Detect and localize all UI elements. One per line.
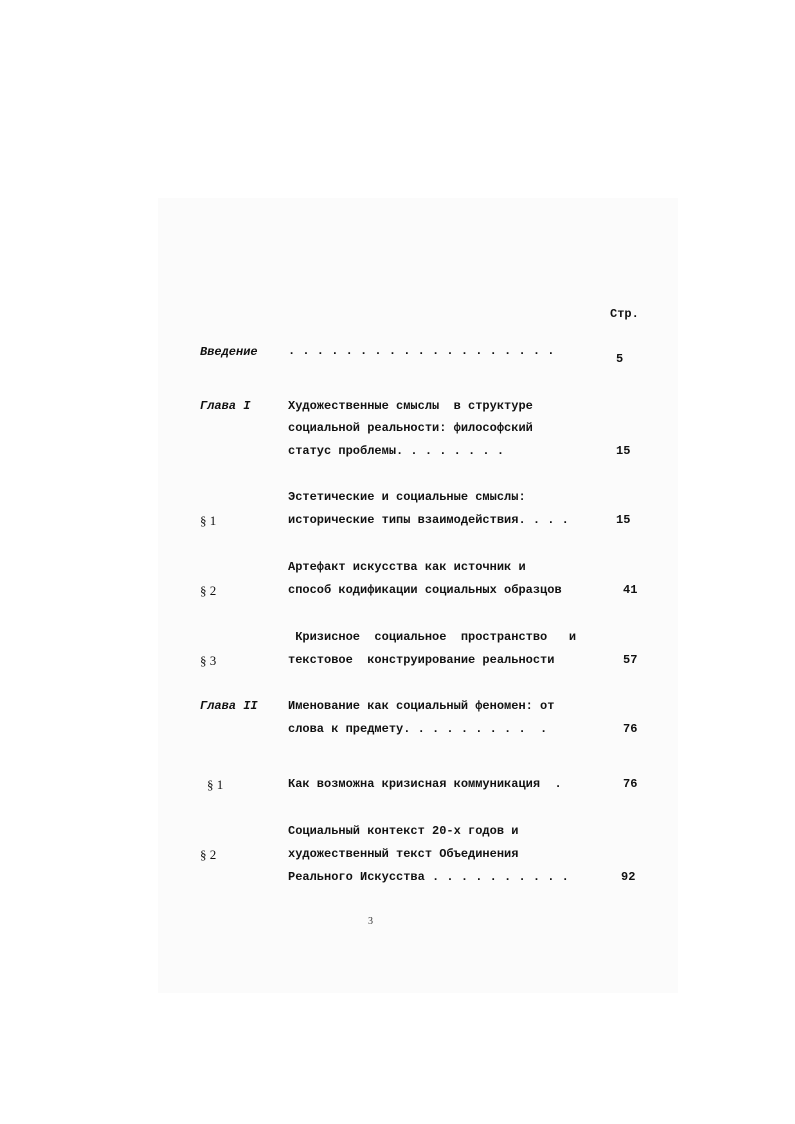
toc-title-line: слова к предмету. . . . . . . . . . xyxy=(288,722,548,736)
toc-label-section: § 2 xyxy=(200,847,217,862)
toc-title-line: социальной реальности: философский xyxy=(288,421,533,435)
toc-page-section: 15 xyxy=(616,513,631,527)
toc-page-chapter-2: 76 xyxy=(623,722,638,736)
toc-label-intro: Введение xyxy=(200,345,258,359)
toc-title-line: Именование как социальный феномен: от xyxy=(288,699,555,713)
toc-title-line: способ кодификации социальных образцов xyxy=(288,583,562,597)
toc-page-intro: 5 xyxy=(616,352,624,366)
toc-label-chapter-1: Глава I xyxy=(200,399,251,413)
toc-page-section: 76 xyxy=(623,777,638,791)
toc-page-section: 92 xyxy=(621,870,636,884)
toc-label-section: § 1 xyxy=(207,777,224,792)
toc-title-line: Художественные смыслы в структуре xyxy=(288,399,533,413)
page-number: 3 xyxy=(368,916,373,927)
toc-page-section: 41 xyxy=(623,583,638,597)
toc-title-line: Артефакт искусства как источник и xyxy=(288,560,526,574)
toc-label-section: § 3 xyxy=(200,653,217,668)
toc-dots-intro: . . . . . . . . . . . . . . . . . . . xyxy=(288,344,555,358)
toc-title-line: текстовое конструирование реальности xyxy=(288,653,555,667)
toc-title-line: статус проблемы. . . . . . . . xyxy=(288,444,505,458)
toc-label-section: § 1 xyxy=(200,513,217,528)
toc-title-line: художественный текст Объединения xyxy=(288,847,519,861)
toc-title-line: Кризисное социальное пространство и xyxy=(288,630,577,644)
toc-title-line: Как возможна кризисная коммуникация . xyxy=(288,777,562,791)
toc-title-line: исторические типы взаимодействия. . . . xyxy=(288,513,569,527)
toc-title-line: Социальный контекст 20-х годов и xyxy=(288,824,519,838)
toc-label-chapter-2: Глава II xyxy=(200,699,258,713)
toc-page-chapter-1: 15 xyxy=(616,444,631,458)
toc-title-line: Эстетические и социальные смыслы: xyxy=(288,490,526,504)
toc-page-section: 57 xyxy=(623,653,638,667)
toc-label-section: § 2 xyxy=(200,583,217,598)
toc-title-line: Реального Искусства . . . . . . . . . . xyxy=(288,870,569,884)
page-column-header: Стр. xyxy=(610,307,639,321)
